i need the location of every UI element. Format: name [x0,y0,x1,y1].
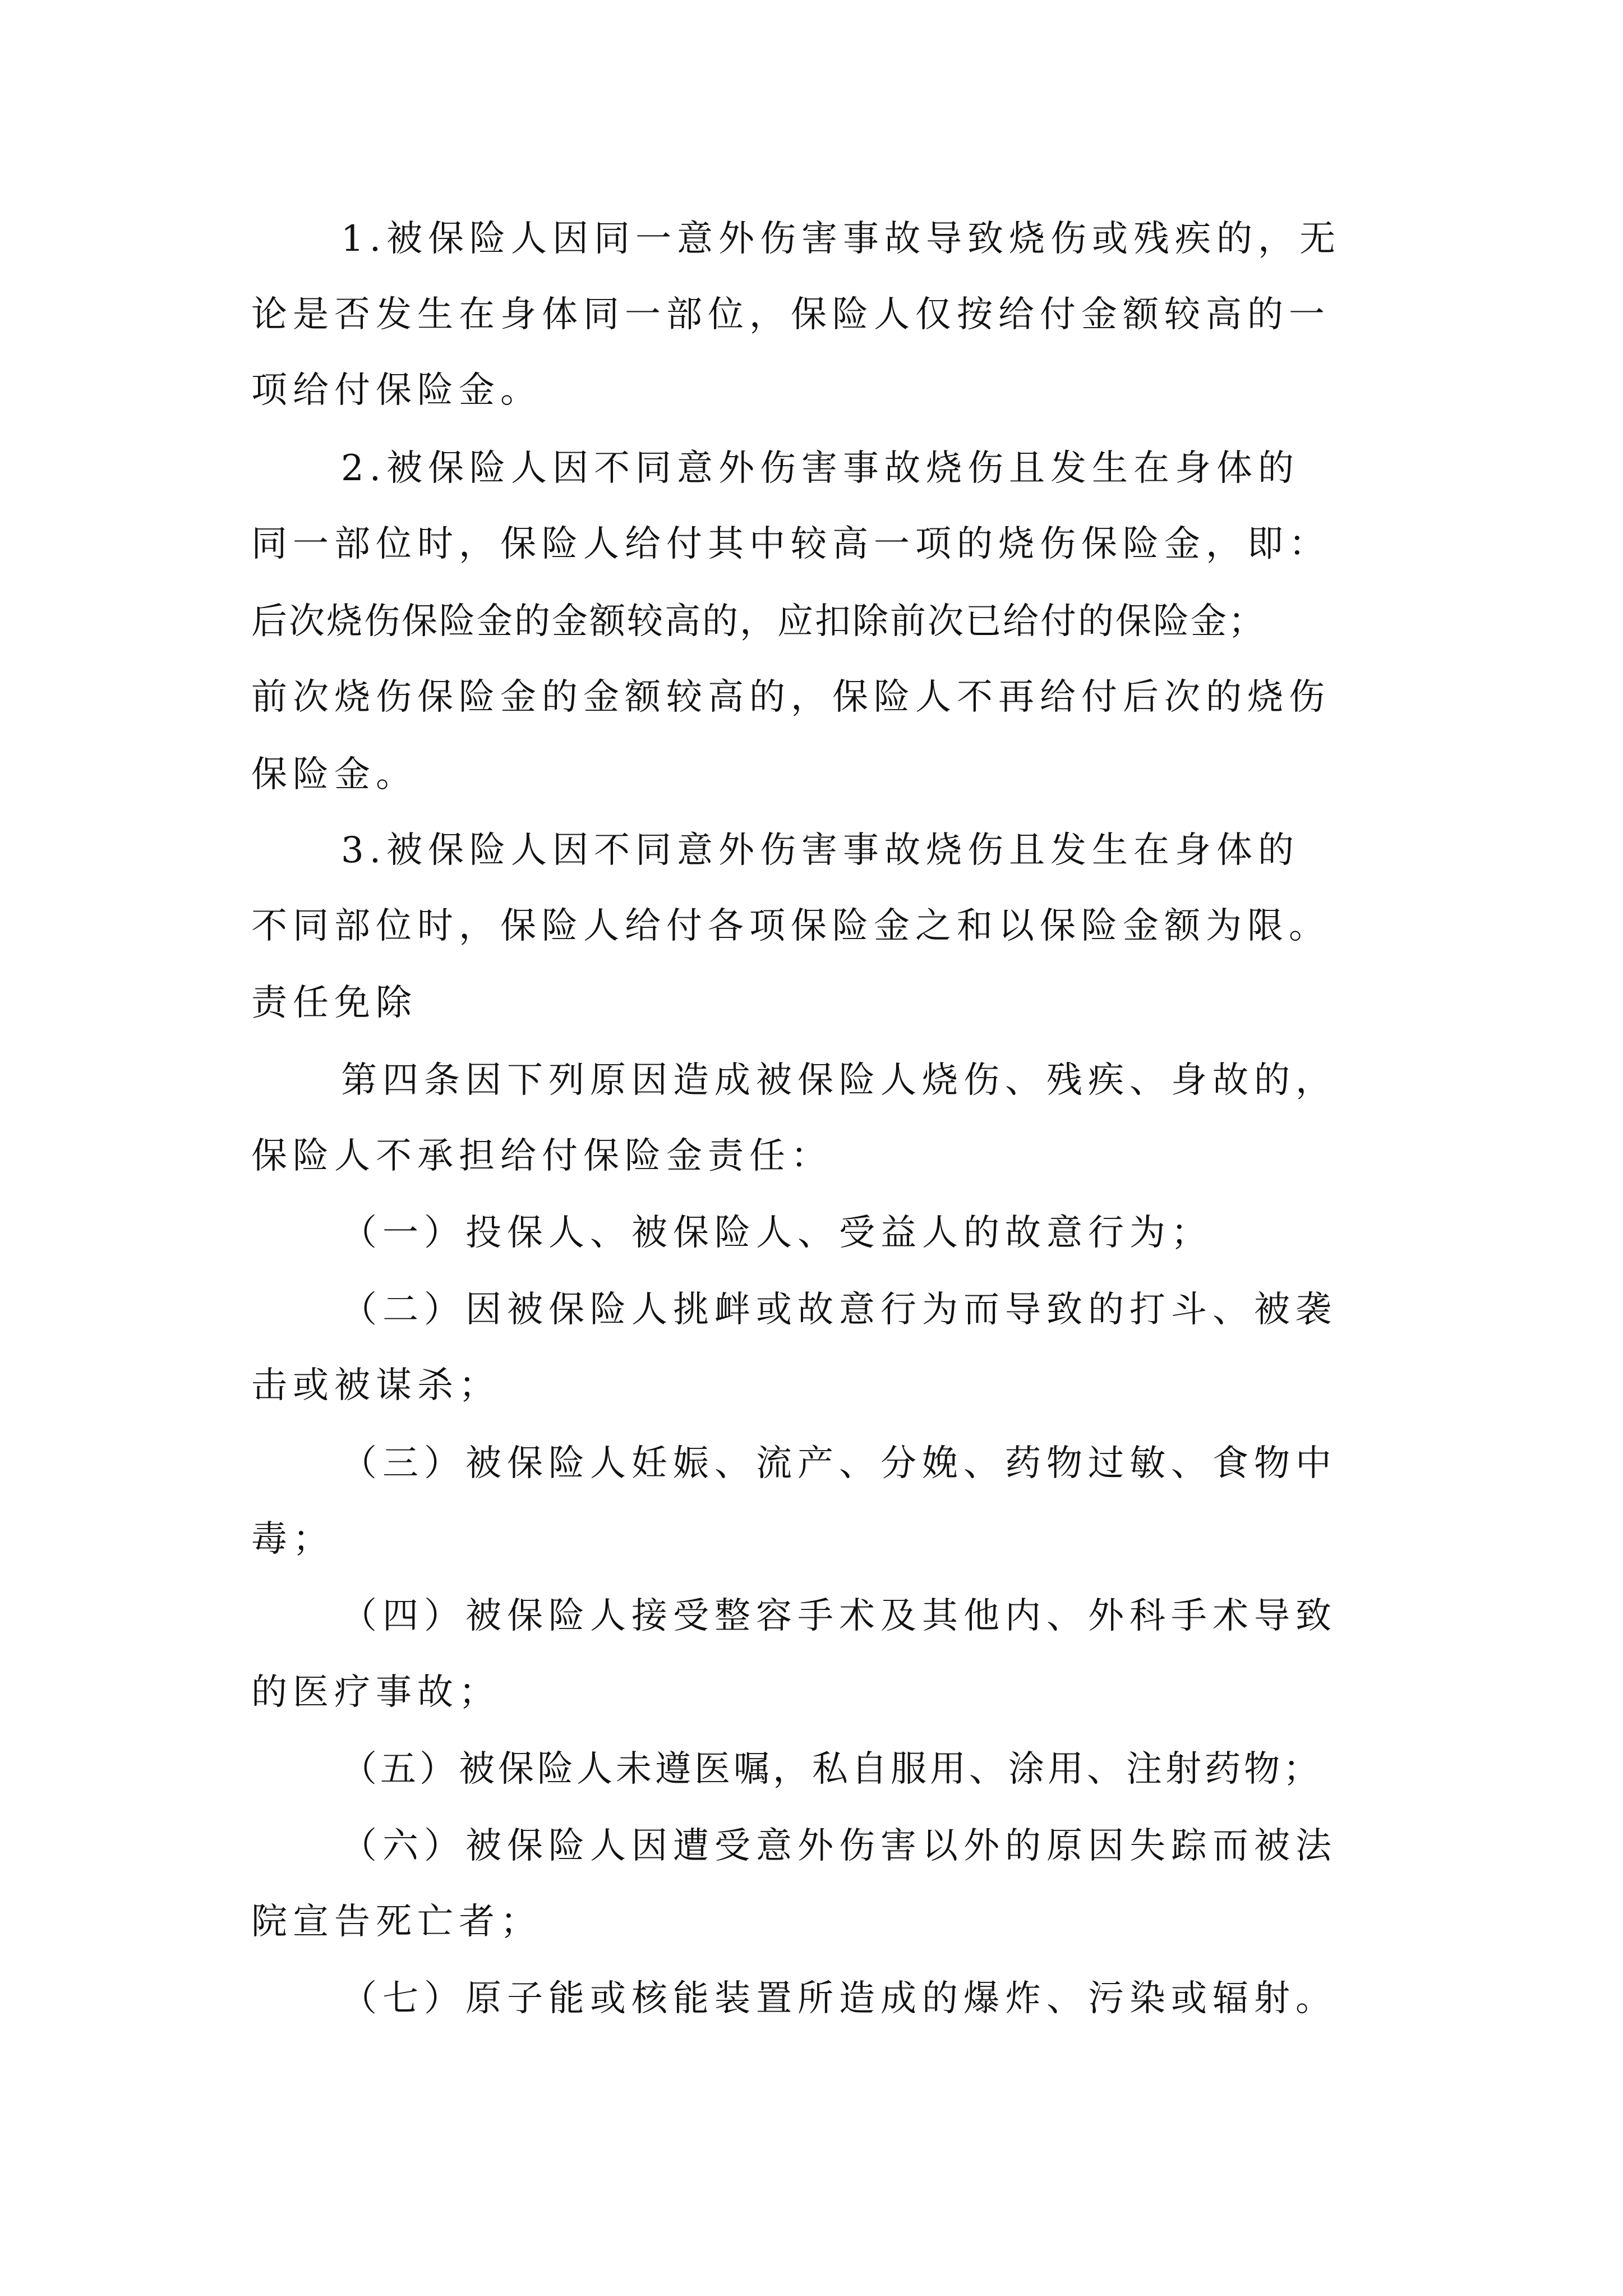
text-line: 后次烧伤保险金的金额较高的，应扣除前次已给付的保险金； [251,601,1266,642]
text-line: 论是否发生在身体同一部位，保险人仅按给付金额较高的一 [251,294,1330,335]
section-heading: 责任免除 [251,982,417,1024]
text-line: （三）被保险人妊娠、流产、分娩、药物过敏、食物中 [341,1443,1337,1484]
text-line: 2.被保险人因不同意外伤害事故烧伤且发生在身体的 [341,448,1300,489]
text-line: （二）因被保险人挑衅或故意行为而导致的打斗、被袭 [341,1289,1337,1331]
text-line: 院宣告死亡者； [251,1901,542,1943]
text-line: 同一部位时，保险人给付其中较高一项的烧伤保险金，即： [251,523,1330,565]
text-line: 1.被保险人因同一意外伤害事故导致烧伤或残疾的，无 [341,218,1341,260]
text-line: 不同部位时，保险人给付各项保险金之和以保险金额为限。 [251,905,1330,947]
text-line: （一）投保人、被保险人、受益人的故意行为； [341,1212,1212,1254]
text-line: 保险人不承担给付保险金责任： [251,1135,832,1177]
text-line: 3.被保险人因不同意外伤害事故烧伤且发生在身体的 [341,830,1300,871]
text-line: 击或被谋杀； [251,1365,500,1406]
text-line: 前次烧伤保险金的金额较高的，保险人不再给付后次的烧伤 [251,677,1330,718]
text-line: （七）原子能或核能装置所造成的爆炸、污染或辐射。 [341,1978,1337,2019]
text-line: 毒； [251,1519,334,1560]
text-line: 的医疗事故； [251,1672,500,1713]
text-line: 保险金。 [251,754,417,795]
text-line: （六）被保险人因遭受意外伤害以外的原因失踪而被法 [341,1825,1337,1867]
text-line: 项给付保险金。 [251,370,542,411]
text-line: （五）被保险人未遵医嘱，私自服用、涂用、注射药物； [341,1749,1322,1790]
text-line: （四）被保险人接受整容手术及其他内、外科手术导致 [341,1595,1337,1637]
text-line: 第四条因下列原因造成被保险人烧伤、残疾、身故的， [341,1060,1337,1101]
